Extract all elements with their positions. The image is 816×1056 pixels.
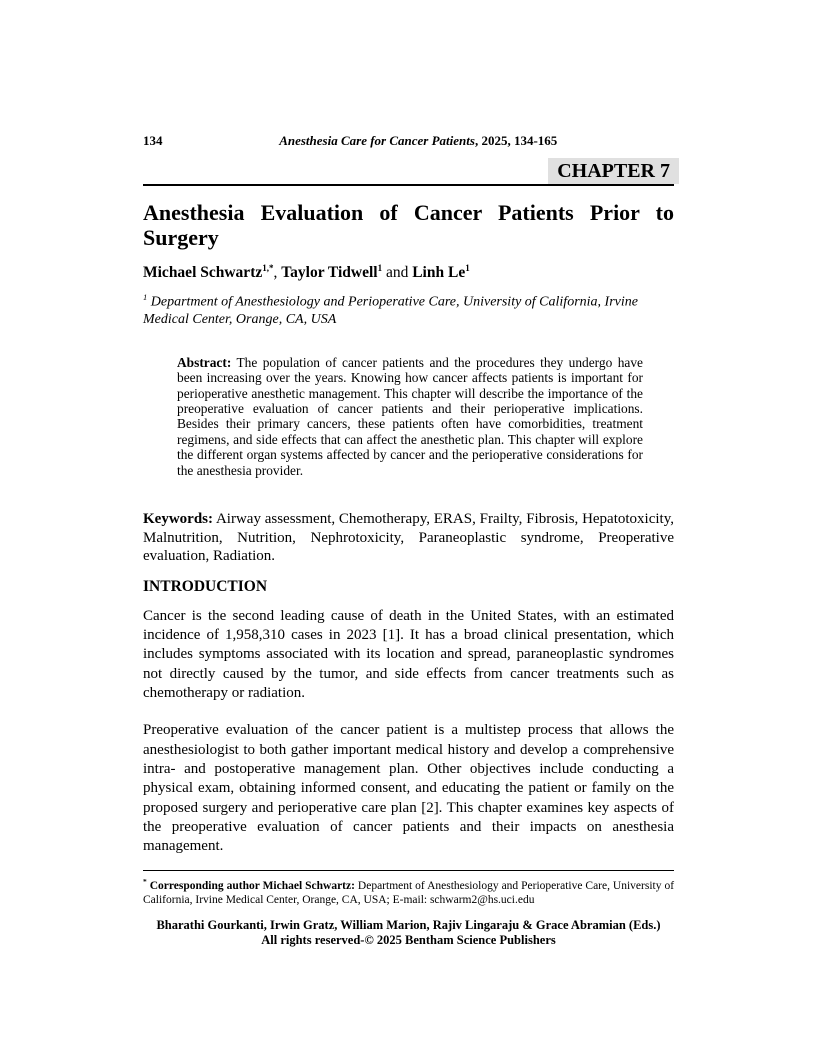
abstract-label: Abstract:: [177, 354, 232, 370]
intro-paragraph-2: Preoperative evaluation of the cancer patient is a multistep process that allows the anesthesiologist to both gather important medical history and develop a comprehensive intra- and postoperative management plan. Other objectives include conducting a physical exam, obtaining informed consent, and educating the patient or family on the proposed surgery and perioperative care plan [2]. This chapter examines key aspects of the preoperative evaluation of cancer patients and their impacts on anesthesia management.: [143, 722, 674, 855]
chapter-rule: [143, 158, 674, 186]
affiliation-marker: 1: [143, 292, 148, 303]
chapter-title: Anesthesia Evaluation of Cancer Patients Prior to Surgery: [143, 200, 674, 250]
author-3: [412, 264, 469, 281]
affiliation-text: Department of Anesthesiology and Perioperative Care, University of California, Irvine Medical Center, Orange, CA, USA: [143, 294, 638, 328]
running-header: [143, 133, 674, 149]
intro-paragraph-1: Cancer is the second leading cause of death in the United States, with an estimated incidence of 1,958,310 cases in 2023 [1]. It has a broad clinical presentation, which includes symptoms associated with its location and spread, paraneoplastic syndromes not directly caused by the tumor, and side effects from cancer treatments such as chemotherapy or radiation.: [143, 607, 674, 702]
section-heading-introduction: INTRODUCTION: [143, 577, 268, 595]
author-1-name: Michael Schwartz: [143, 264, 263, 282]
affiliation: [143, 289, 674, 329]
chapter-badge: CHAPTER 7: [548, 158, 679, 184]
page-number: 134: [143, 133, 163, 148]
footnote-block: [143, 870, 674, 907]
author-line: [143, 263, 674, 282]
keywords: [143, 510, 674, 566]
footnote-label: Corresponding author Michael Schwartz:: [149, 880, 355, 893]
running-title: [163, 133, 675, 149]
author-2-name: Taylor Tidwell: [281, 264, 378, 282]
footnote-text: Department of Anesthesiology and Perioperative Care, University of California, Irvine Medical Center, Orange, CA, USA; E-mail: schwarm2@hs.uci.edu: [143, 880, 675, 907]
running-title-issue: , 2025, 134-165: [474, 133, 558, 148]
abstract-text: The population of cancer patients and the procedures they undergo have been increasing over the years. Knowing how cancer affects patients is important for perioperative anesthetic management. This chapter will describe the importance of the preoperative evaluation of cancer patients and their perioperative implications. Besides their primary cancers, these patients often have comorbidities, treatment regimens, and side effects that can affect the anesthetic plan. This chapter will explore the different organ systems affected by cancer and the perioperative considerations for the anesthesia provider.: [177, 354, 643, 478]
abstract: [177, 355, 643, 478]
corresponding-author-note: [143, 875, 674, 907]
footnote-marker: *: [143, 877, 147, 887]
keywords-label: Keywords:: [143, 511, 213, 528]
publisher-footer: [143, 918, 674, 948]
keywords-text: Airway assessment, Chemotherapy, ERAS, Frailty, Fibrosis, Hepatotoxicity, Malnutrition, Nutrition, Nephrotoxicity, Paraneoplastic syndrome, Preoperative evaluation, Radiation.: [143, 511, 674, 565]
author-1: [143, 264, 273, 281]
author-separator: ,: [273, 264, 282, 282]
author-2-superscript: 1: [377, 263, 383, 273]
author-conjunction: and: [382, 264, 413, 282]
author-3-name: Linh Le: [412, 264, 466, 282]
editors-line: Bharathi Gourkanti, Irwin Gratz, William Marion, Rajiv Lingaraju & Grace Abramian (Eds.): [156, 917, 661, 932]
author-1-superscript: 1,*: [262, 263, 274, 273]
author-2: [281, 264, 382, 281]
author-3-superscript: 1: [465, 263, 470, 273]
rights-line: All rights reserved-© 2025 Bentham Science Publishers: [261, 932, 556, 947]
running-title-book: Anesthesia Care for Cancer Patients: [279, 133, 475, 148]
